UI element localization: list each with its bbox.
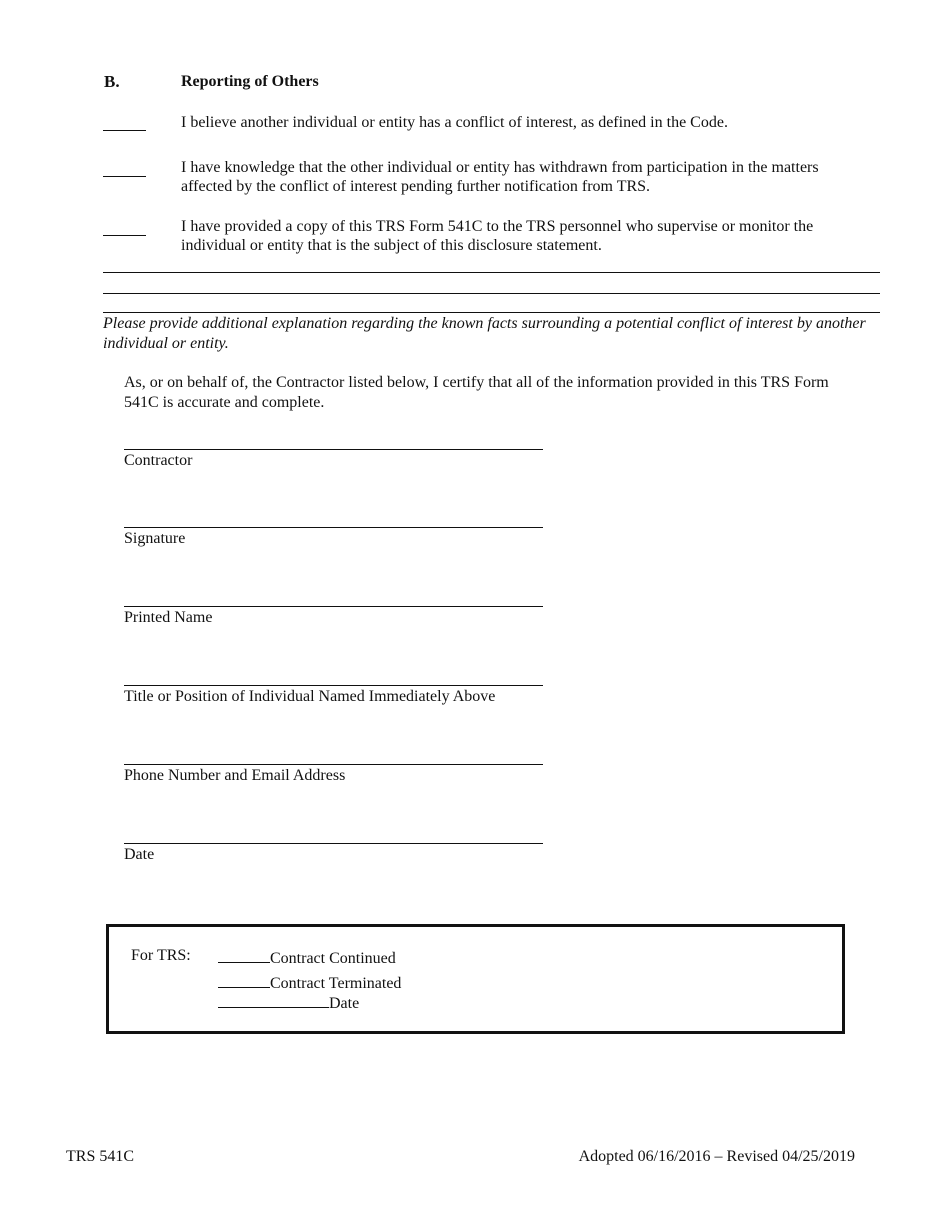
section-letter: B. (104, 72, 120, 91)
contract-continued-blank[interactable] (218, 946, 270, 963)
explanation-prompt: Please provide additional explanation regarding the known facts surrounding a potential conflict of interest by another individual or entity. (103, 315, 866, 352)
contract-continued-label: Contract Continued (270, 950, 396, 967)
checkbox-blank-2[interactable] (103, 158, 146, 177)
phone-email-label: Phone Number and Email Address (124, 767, 346, 784)
trs-date-field[interactable] (218, 991, 359, 1013)
explanation-line-3[interactable] (103, 312, 880, 313)
signature-label: Signature (124, 530, 186, 547)
contractor-label: Contractor (124, 452, 193, 469)
trs-use-box (106, 924, 845, 1034)
footer-dates: Adopted 06/16/2016 – Revised 04/25/2019 (578, 1148, 855, 1165)
checkbox-blank-3[interactable] (103, 217, 146, 236)
phone-email-line[interactable] (124, 764, 543, 765)
contract-continued-option[interactable] (218, 946, 396, 968)
printed-name-line[interactable] (124, 606, 543, 607)
signature-line[interactable] (124, 527, 543, 528)
title-position-label: Title or Position of Individual Named Immediately Above (124, 688, 496, 705)
footer-form-id: TRS 541C (66, 1148, 135, 1165)
date-label: Date (124, 846, 155, 863)
printed-name-label: Printed Name (124, 609, 213, 626)
item-text-1: I believe another individual or entity has a conflict of interest, as defined in the Code. (181, 114, 728, 131)
contract-terminated-label: Contract Terminated (270, 975, 402, 992)
item-text-3: I have provided a copy of this TRS Form 541C to the TRS personnel who supervise or monitor the individual or entity that is the subject of this disclosure statement. (181, 218, 814, 254)
explanation-line-2[interactable] (103, 293, 880, 294)
contract-terminated-blank[interactable] (218, 971, 270, 988)
date-line[interactable] (124, 843, 543, 844)
item-text-2: I have knowledge that the other individual or entity has withdrawn from participation in the matters affected by the conflict of interest pending further notification from TRS. (181, 159, 819, 195)
trs-date-label: Date (329, 995, 360, 1012)
checkbox-blank-1[interactable] (103, 112, 146, 131)
certification-statement: As, or on behalf of, the Contractor listed below, I certify that all of the information provided in this TRS Form 541C is accurate and complete. (124, 374, 829, 411)
trs-date-blank[interactable] (218, 991, 329, 1008)
contract-terminated-option[interactable] (218, 971, 401, 993)
section-title: Reporting of Others (181, 73, 319, 90)
contractor-line[interactable] (124, 449, 543, 450)
for-trs-label: For TRS: (131, 947, 191, 964)
explanation-line-1[interactable] (103, 272, 880, 273)
title-position-line[interactable] (124, 685, 543, 686)
